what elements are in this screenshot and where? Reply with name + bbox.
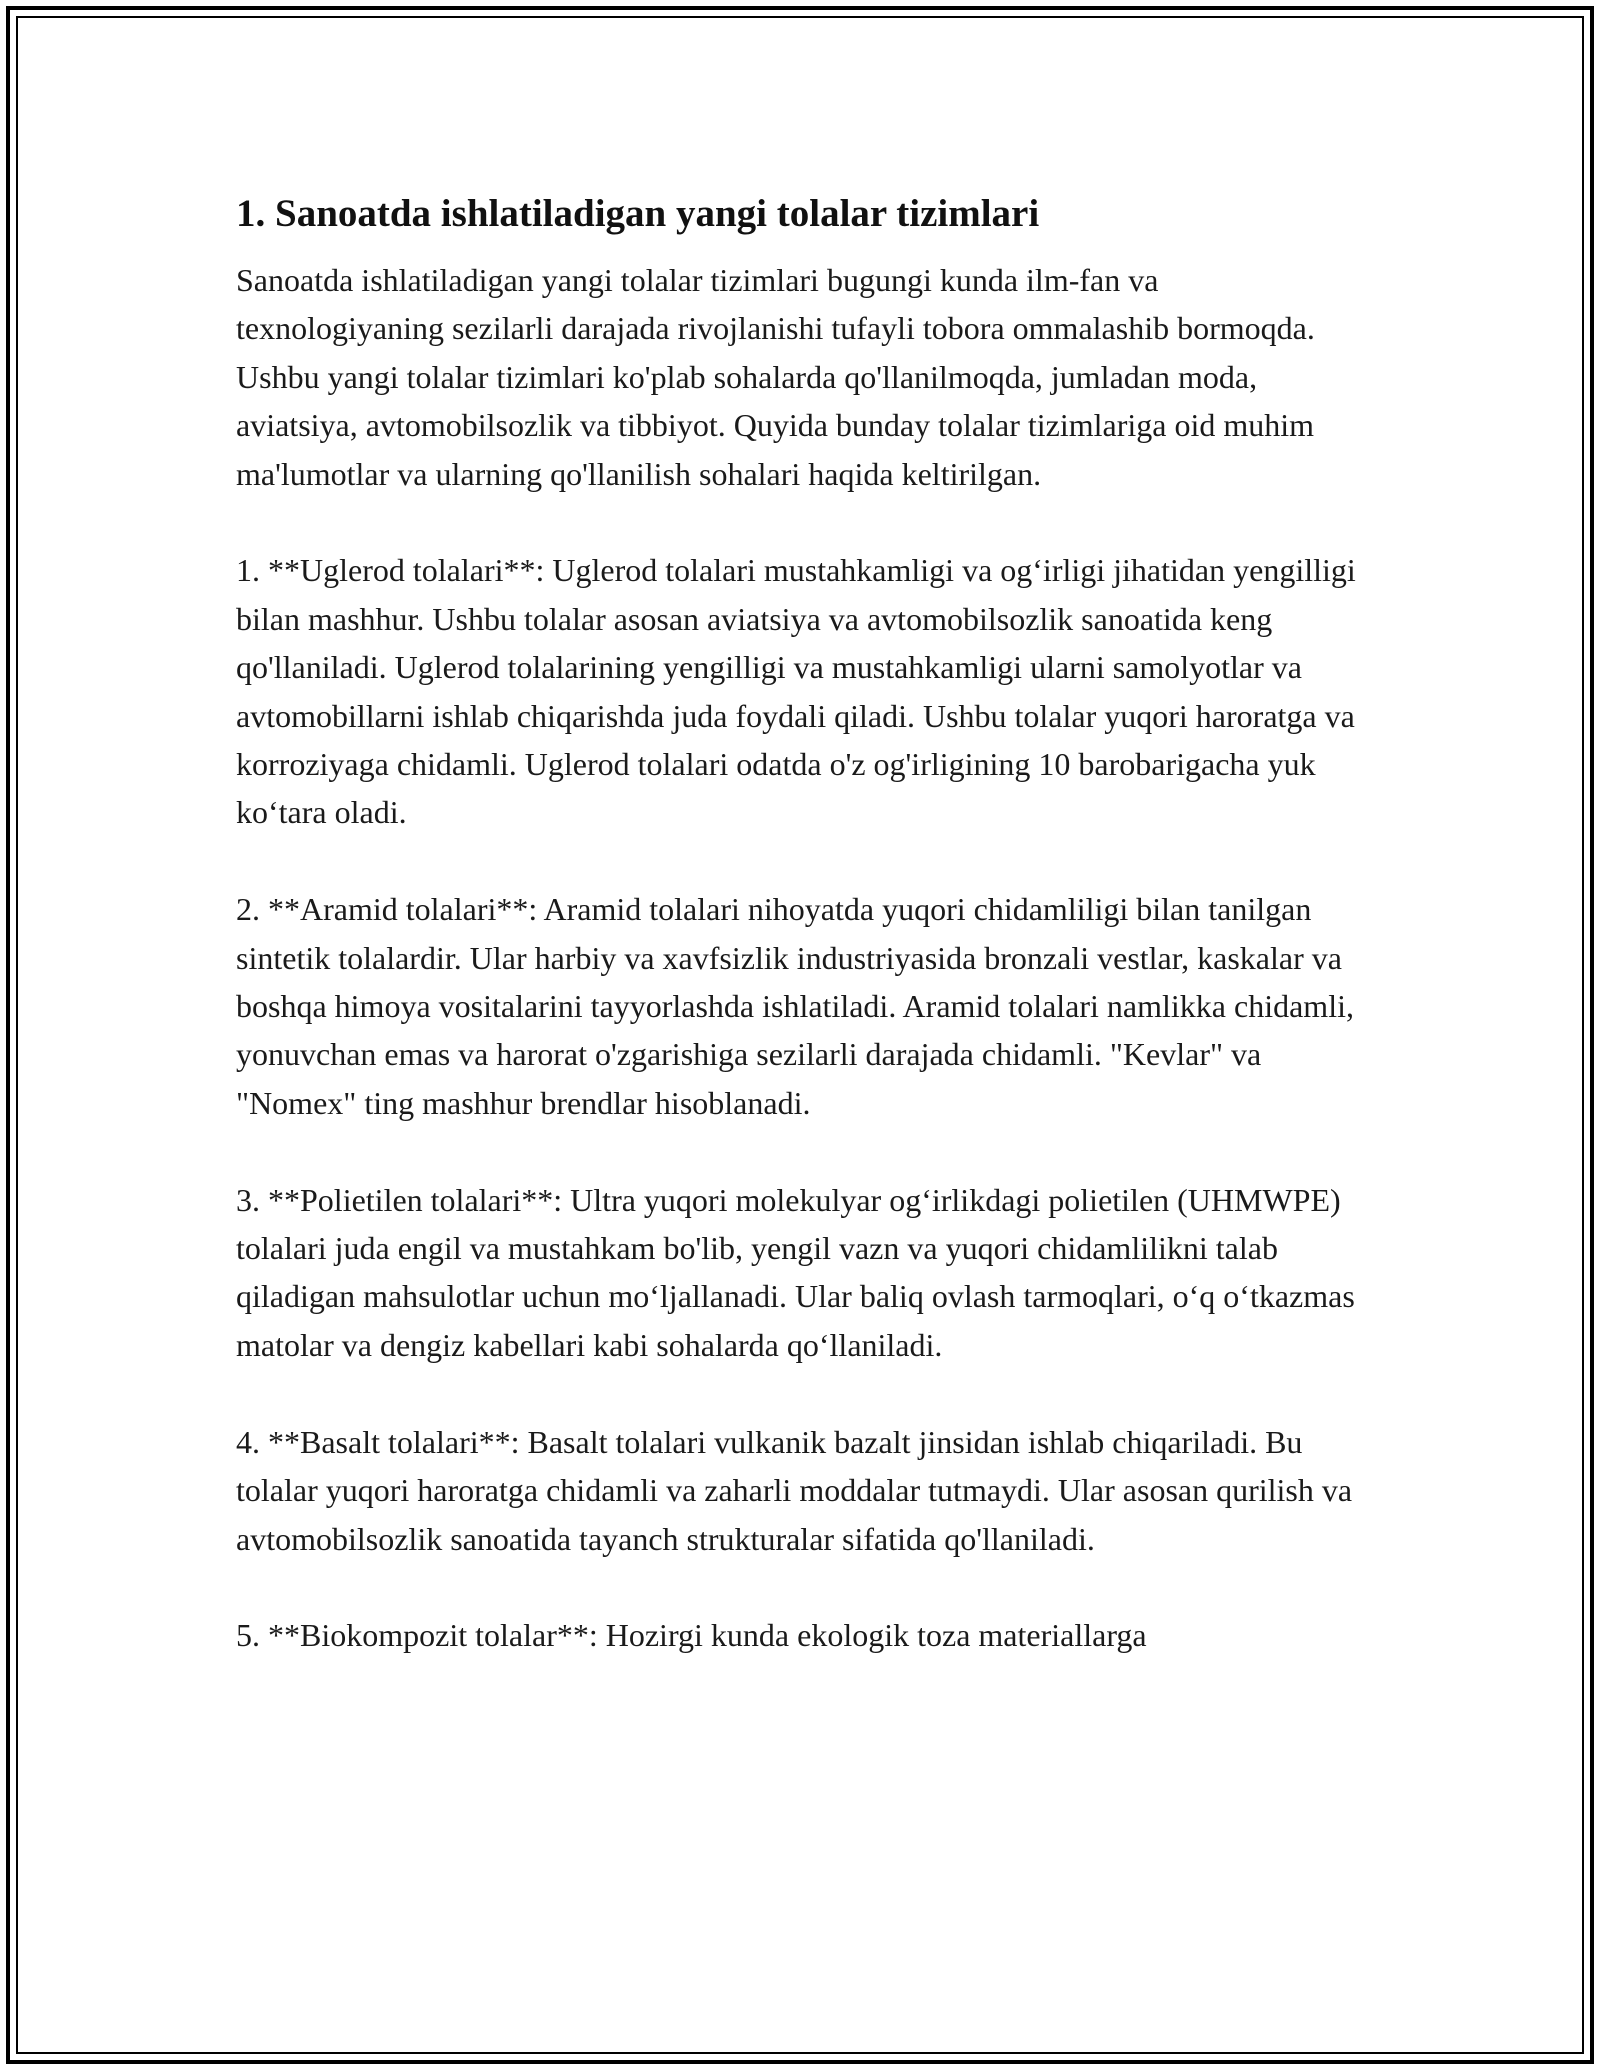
- document-body: [236, 186, 1366, 1660]
- document-title: 1. Sanoatda ishlatiladigan yangi tolalar tizimlari: [236, 192, 1040, 235]
- list-item-uglerod: 1. **Uglerod tolalari**: Uglerod tolalari mustahkamligi va og‘irligi jihatidan yengilligi bilan mashhur. Ushbu tolalar asosan aviatsiya va avtomobilsozlik sanoatida keng qo'llaniladi. Uglerod tolalarining yengilligi va mustahkamligi ularni samolyotlar va avtomobillarni ishlab chiqarishda juda foydali qiladi. Ushbu tolalar yuqori haroratga va korroziyaga chidamli. Uglerod tolalari odatda o'z og'irligining 10 barobarigacha yuk ko‘tara oladi.: [236, 552, 1356, 831]
- intro-paragraph: Sanoatda ishlatiladigan yangi tolalar tizimlari bugungi kunda ilm-fan va texnologiyaning sezilarli darajada rivojlanishi tufayli tobora ommalashib bormoqda. Ushbu yangi tolalar tizimlari ko'plab sohalarda qo'llanilmoqda, jumladan moda, aviatsiya, avtomobilsozlik va tibbiyot. Quyida bunday tolalar tizimlariga oid muhim ma'lumotlar va ularning qo'llanilish sohalari haqida keltirilgan.: [236, 262, 1315, 492]
- list-item-biokompozit: 5. **Biokompozit tolalar**: Hozirgi kunda ekologik toza materiallarga: [236, 1617, 1147, 1654]
- list-item-aramid: 2. **Aramid tolalari**: Aramid tolalari nihoyatda yuqori chidamliligi bilan tanilgan sintetik tolalardir. Ular harbiy va xavfsizlik industriyasida bronzali vestlar, kaskalar va boshqa himoya vositalarini tayyorlashda ishlatiladi. Aramid tolalari namlikka chidamli, yonuvchan emas va harorat o'zgarishiga sezilarli darajada chidamli. "Kevlar" va "Nomex" ting mashhur brendlar hisoblanadi.: [236, 891, 1354, 1121]
- list-item-polietilen: 3. **Polietilen tolalari**: Ultra yuqori molekulyar og‘irlikdagi polietilen (UHMWPE) tolalari juda engil va mustahkam bo'lib, yengil vazn va yuqori chidamlilikni talab qiladigan mahsulotlar uchun mo‘ljallanadi. Ular baliq ovlash tarmoqlari, o‘q o‘tkazmas matolar va dengiz kabellari kabi sohalarda qo‘llaniladi.: [236, 1181, 1355, 1363]
- list-item-basalt: 4. **Basalt tolalari**: Basalt tolalari vulkanik bazalt jinsidan ishlab chiqariladi. Bu tolalar yuqori haroratga chidamli va zaharli moddalar tutmaydi. Ular asosan qurilish va avtomobilsozlik sanoatida tayanch strukturalar sifatida qo'llaniladi.: [236, 1423, 1353, 1557]
